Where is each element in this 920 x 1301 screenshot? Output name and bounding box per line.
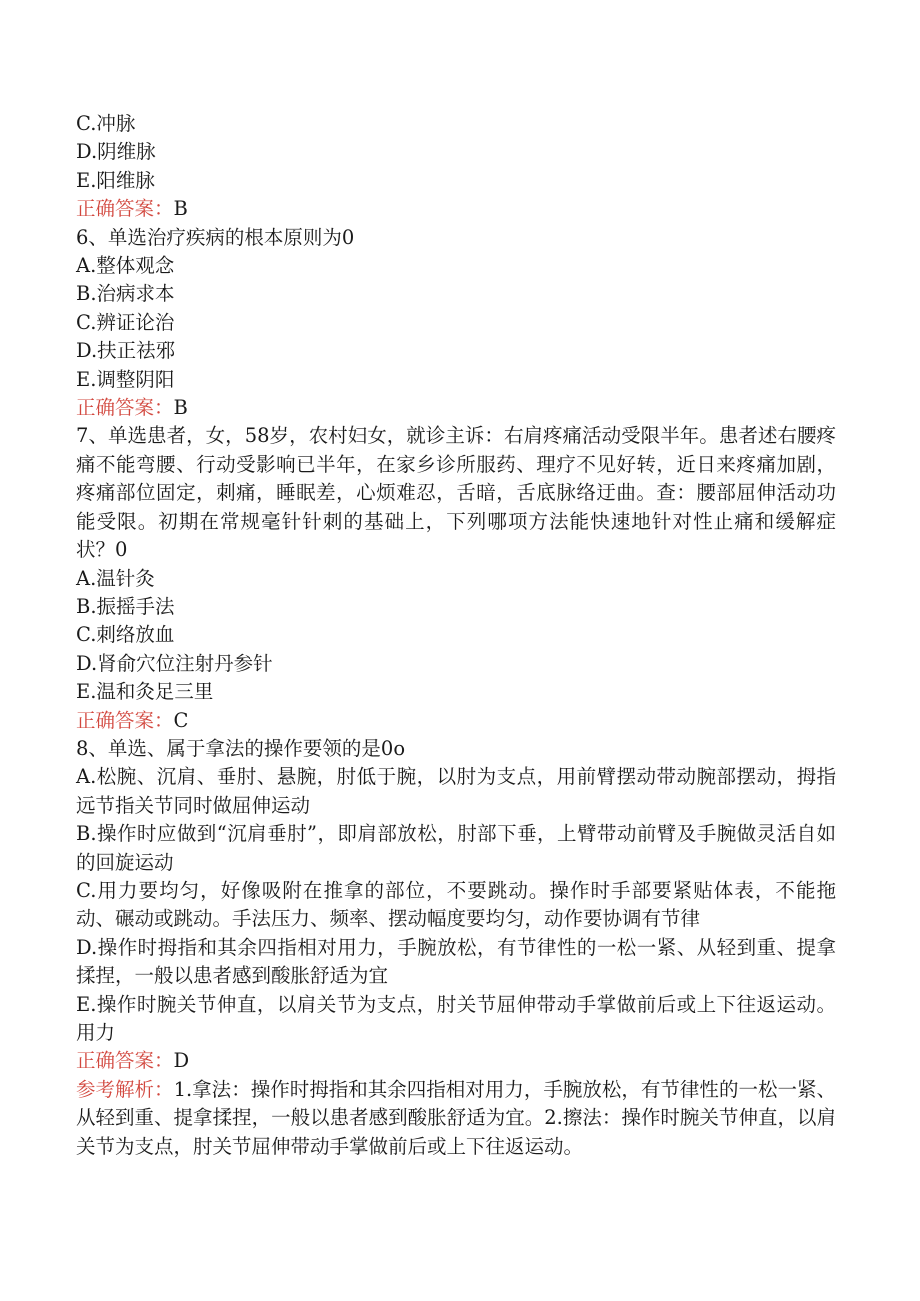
q5-answer-value: B bbox=[173, 197, 188, 221]
q7-option-c: C.刺络放血 bbox=[76, 623, 175, 647]
q8-option-b: B.操作时应做到“沉肩垂肘”，即肩部放松，肘部下垂，上臂带动前臂及手腕做灵活自如的回旋运动 bbox=[76, 822, 836, 874]
q8-stem: 8、单选、属于拿法的操作要领的是0o bbox=[76, 736, 406, 760]
q7-stem: 7、单选患者，女，58岁，农村妇女，就诊主诉：右肩疼痛活动受限半年。患者述右腰疼痛不能弯腰、行动受影响已半年，在家乡诊所服药、理疗不见好转，近日来疼痛加剧，疼痛部位固定，刺痛，睡眠差，心烦难忍，舌暗，舌底脉络迂曲。查：腰部屈伸活动功能受限。初期在常规毫针针刺的基础上，下列哪项方法能快速地针对性止痛和缓解症状？0 bbox=[76, 424, 836, 562]
q6-option-d: D.扶正祛邪 bbox=[76, 339, 176, 363]
q6-option-c: C.辨证论治 bbox=[76, 310, 175, 334]
q6-option-a: A.整体观念 bbox=[76, 254, 175, 278]
q7-answer-value: C bbox=[173, 708, 189, 732]
q5-option-c: C.冲脉 bbox=[76, 112, 136, 135]
q6-answer bbox=[76, 394, 836, 422]
q8-option-d: D.操作时拇指和其余四指相对用力，手腕放松，有节律性的一松一紧、从轻到重、提拿揉捏，一般以患者感到酸胀舒适为宜 bbox=[76, 935, 836, 988]
q5-option-d: D.阴维脉 bbox=[76, 140, 156, 164]
q8-analysis-label: 参考解析： bbox=[76, 1077, 174, 1101]
q5-answer-label: 正确答案： bbox=[76, 197, 174, 221]
q8-answer-label: 正确答案： bbox=[76, 1049, 174, 1073]
q8-option-e: E.操作时腕关节伸直，以肩关节为支点，肘关节屈伸带动手掌做前后或上下往返运动。用力 bbox=[76, 992, 836, 1044]
q6-option-e: E.调整阴阳 bbox=[76, 367, 175, 391]
q6-answer-label: 正确答案： bbox=[76, 396, 174, 420]
q7-option-d: D.肾俞穴位注射丹参针 bbox=[76, 651, 273, 675]
q6-answer-value: B bbox=[173, 396, 188, 420]
q8-option-a: A.松腕、沉肩、垂肘、悬腕，肘低于腕，以肘为支点，用前臂摆动带动腕部摆动，拇指远节指关节同时做屈伸运动 bbox=[76, 765, 836, 817]
q8-analysis-text: 1.拿法：操作时拇指和其余四指相对用力，手腕放松，有节律性的一松一紧、从轻到重、提拿揉捏，一般以患者感到酸胀舒适为宜。2.擦法：操作时腕关节伸直，以肩关节为支点，肘关节屈伸带动手掌做前后或上下往返运动。 bbox=[76, 1077, 836, 1158]
q8-answer-value: D bbox=[173, 1049, 190, 1073]
q8-analysis bbox=[76, 1076, 836, 1161]
q7-answer bbox=[76, 707, 836, 735]
document-page bbox=[76, 110, 836, 1161]
q7-option-a: A.温针灸 bbox=[76, 566, 155, 590]
q8-answer bbox=[76, 1047, 836, 1075]
q7-option-e: E.温和灸足三里 bbox=[76, 680, 214, 704]
q6-stem: 6、单选治疗疾病的根本原则为0 bbox=[76, 225, 355, 249]
q8-option-c: C.用力要均匀，好像吸附在推拿的部位，不要跳动。操作时手部要紧贴体表，不能拖动、碾动或跳动。手法压力、频率、摆动幅度要均匀，动作要协调有节律 bbox=[76, 878, 836, 931]
q7-option-b: B.振摇手法 bbox=[76, 594, 175, 618]
q6-option-b: B.治病求本 bbox=[76, 282, 175, 306]
q5-answer bbox=[76, 195, 836, 223]
q5-option-e: E.阳维脉 bbox=[76, 168, 155, 192]
q7-answer-label: 正确答案： bbox=[76, 708, 174, 732]
